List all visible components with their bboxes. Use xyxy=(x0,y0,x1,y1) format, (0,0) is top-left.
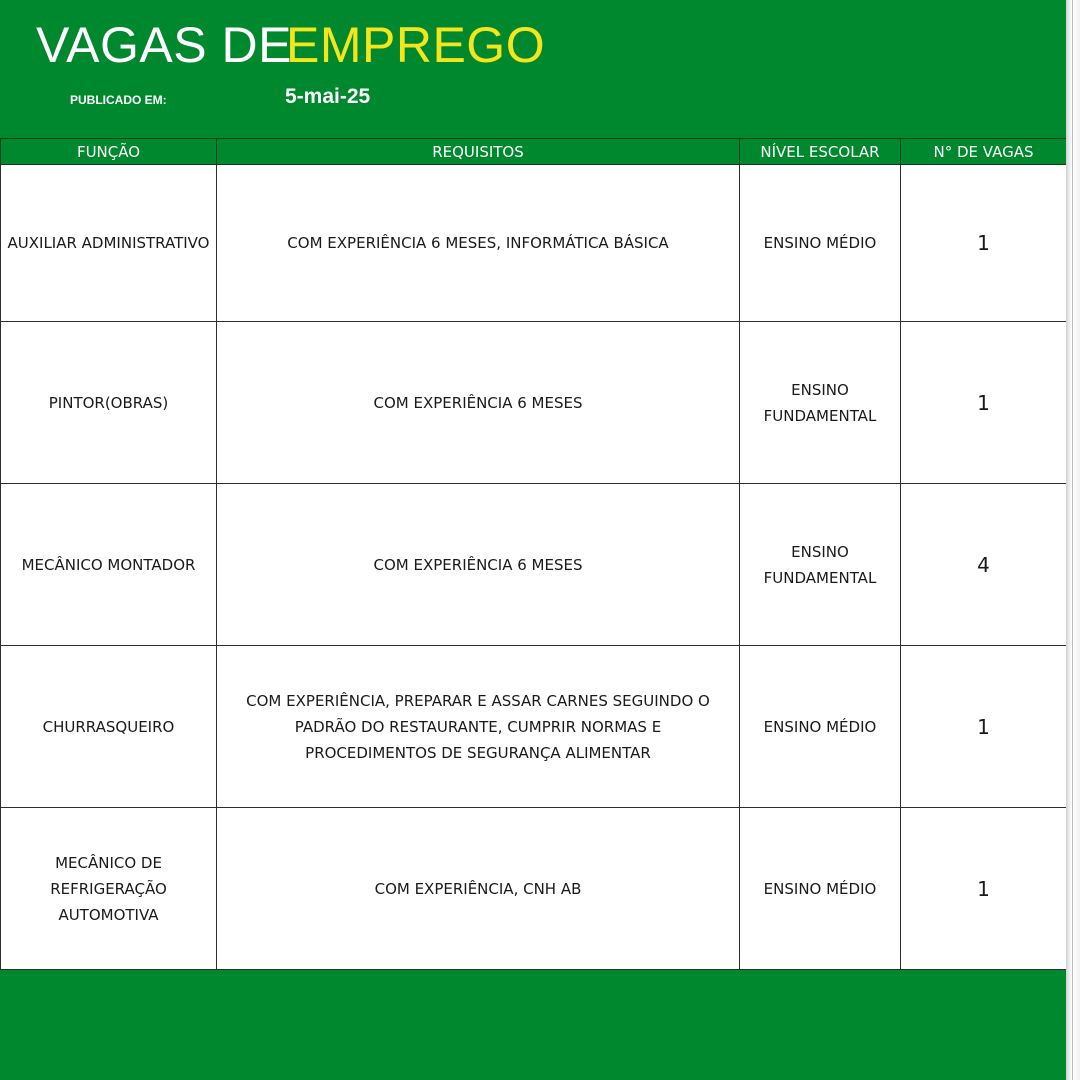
cell-vagas: 1 xyxy=(901,322,1067,484)
cell-requisitos: COM EXPERIÊNCIA, CNH AB xyxy=(217,808,740,970)
column-header-nivel-escolar: NÍVEL ESCOLAR xyxy=(740,139,901,165)
cell-vagas: 4 xyxy=(901,484,1067,646)
cell-requisitos: COM EXPERIÊNCIA, PREPARAR E ASSAR CARNES SEGUINDO O PADRÃO DO RESTAURANTE, CUMPRIR NORMAS E PROCEDIMENTOS DE SEGURANÇA ALIMENTAR xyxy=(217,646,740,808)
cell-nivel: ENSINO MÉDIO xyxy=(740,165,901,322)
column-header-funcao: FUNÇÃO xyxy=(1,139,217,165)
table-header-row xyxy=(1,139,1067,165)
cell-requisitos: COM EXPERIÊNCIA 6 MESES xyxy=(217,322,740,484)
cell-funcao: AUXILIAR ADMINISTRATIVO xyxy=(1,165,217,322)
title-accent: EMPREGO xyxy=(286,17,546,73)
table-row xyxy=(1,322,1067,484)
title-main: VAGAS DE xyxy=(36,17,292,73)
cell-nivel: ENSINO MÉDIO xyxy=(740,646,901,808)
table-row xyxy=(1,484,1067,646)
cell-funcao: PINTOR(OBRAS) xyxy=(1,322,217,484)
cell-funcao: CHURRASQUEIRO xyxy=(1,646,217,808)
table-row xyxy=(1,165,1067,322)
cell-nivel: ENSINO MÉDIO xyxy=(740,808,901,970)
cell-vagas: 1 xyxy=(901,808,1067,970)
column-header-numero-vagas: N° DE VAGAS xyxy=(901,139,1067,165)
cell-nivel: ENSINO FUNDAMENTAL xyxy=(740,322,901,484)
cell-vagas: 1 xyxy=(901,646,1067,808)
cell-funcao: MECÂNICO DE REFRIGERAÇÃO AUTOMOTIVA xyxy=(1,808,217,970)
cell-nivel: ENSINO FUNDAMENTAL xyxy=(740,484,901,646)
published-label: PUBLICADO EM: xyxy=(70,93,167,107)
table-row xyxy=(1,646,1067,808)
jobs-table xyxy=(0,138,1067,970)
cell-vagas: 1 xyxy=(901,165,1067,322)
footer-band xyxy=(0,970,1066,1080)
published-date: 5-mai-25 xyxy=(285,85,371,108)
cell-requisitos: COM EXPERIÊNCIA 6 MESES, INFORMÁTICA BÁSICA xyxy=(217,165,740,322)
table-row xyxy=(1,808,1067,970)
page-edge xyxy=(1066,0,1080,1080)
column-header-requisitos: REQUISITOS xyxy=(217,139,740,165)
cell-requisitos: COM EXPERIÊNCIA 6 MESES xyxy=(217,484,740,646)
cell-funcao: MECÂNICO MONTADOR xyxy=(1,484,217,646)
